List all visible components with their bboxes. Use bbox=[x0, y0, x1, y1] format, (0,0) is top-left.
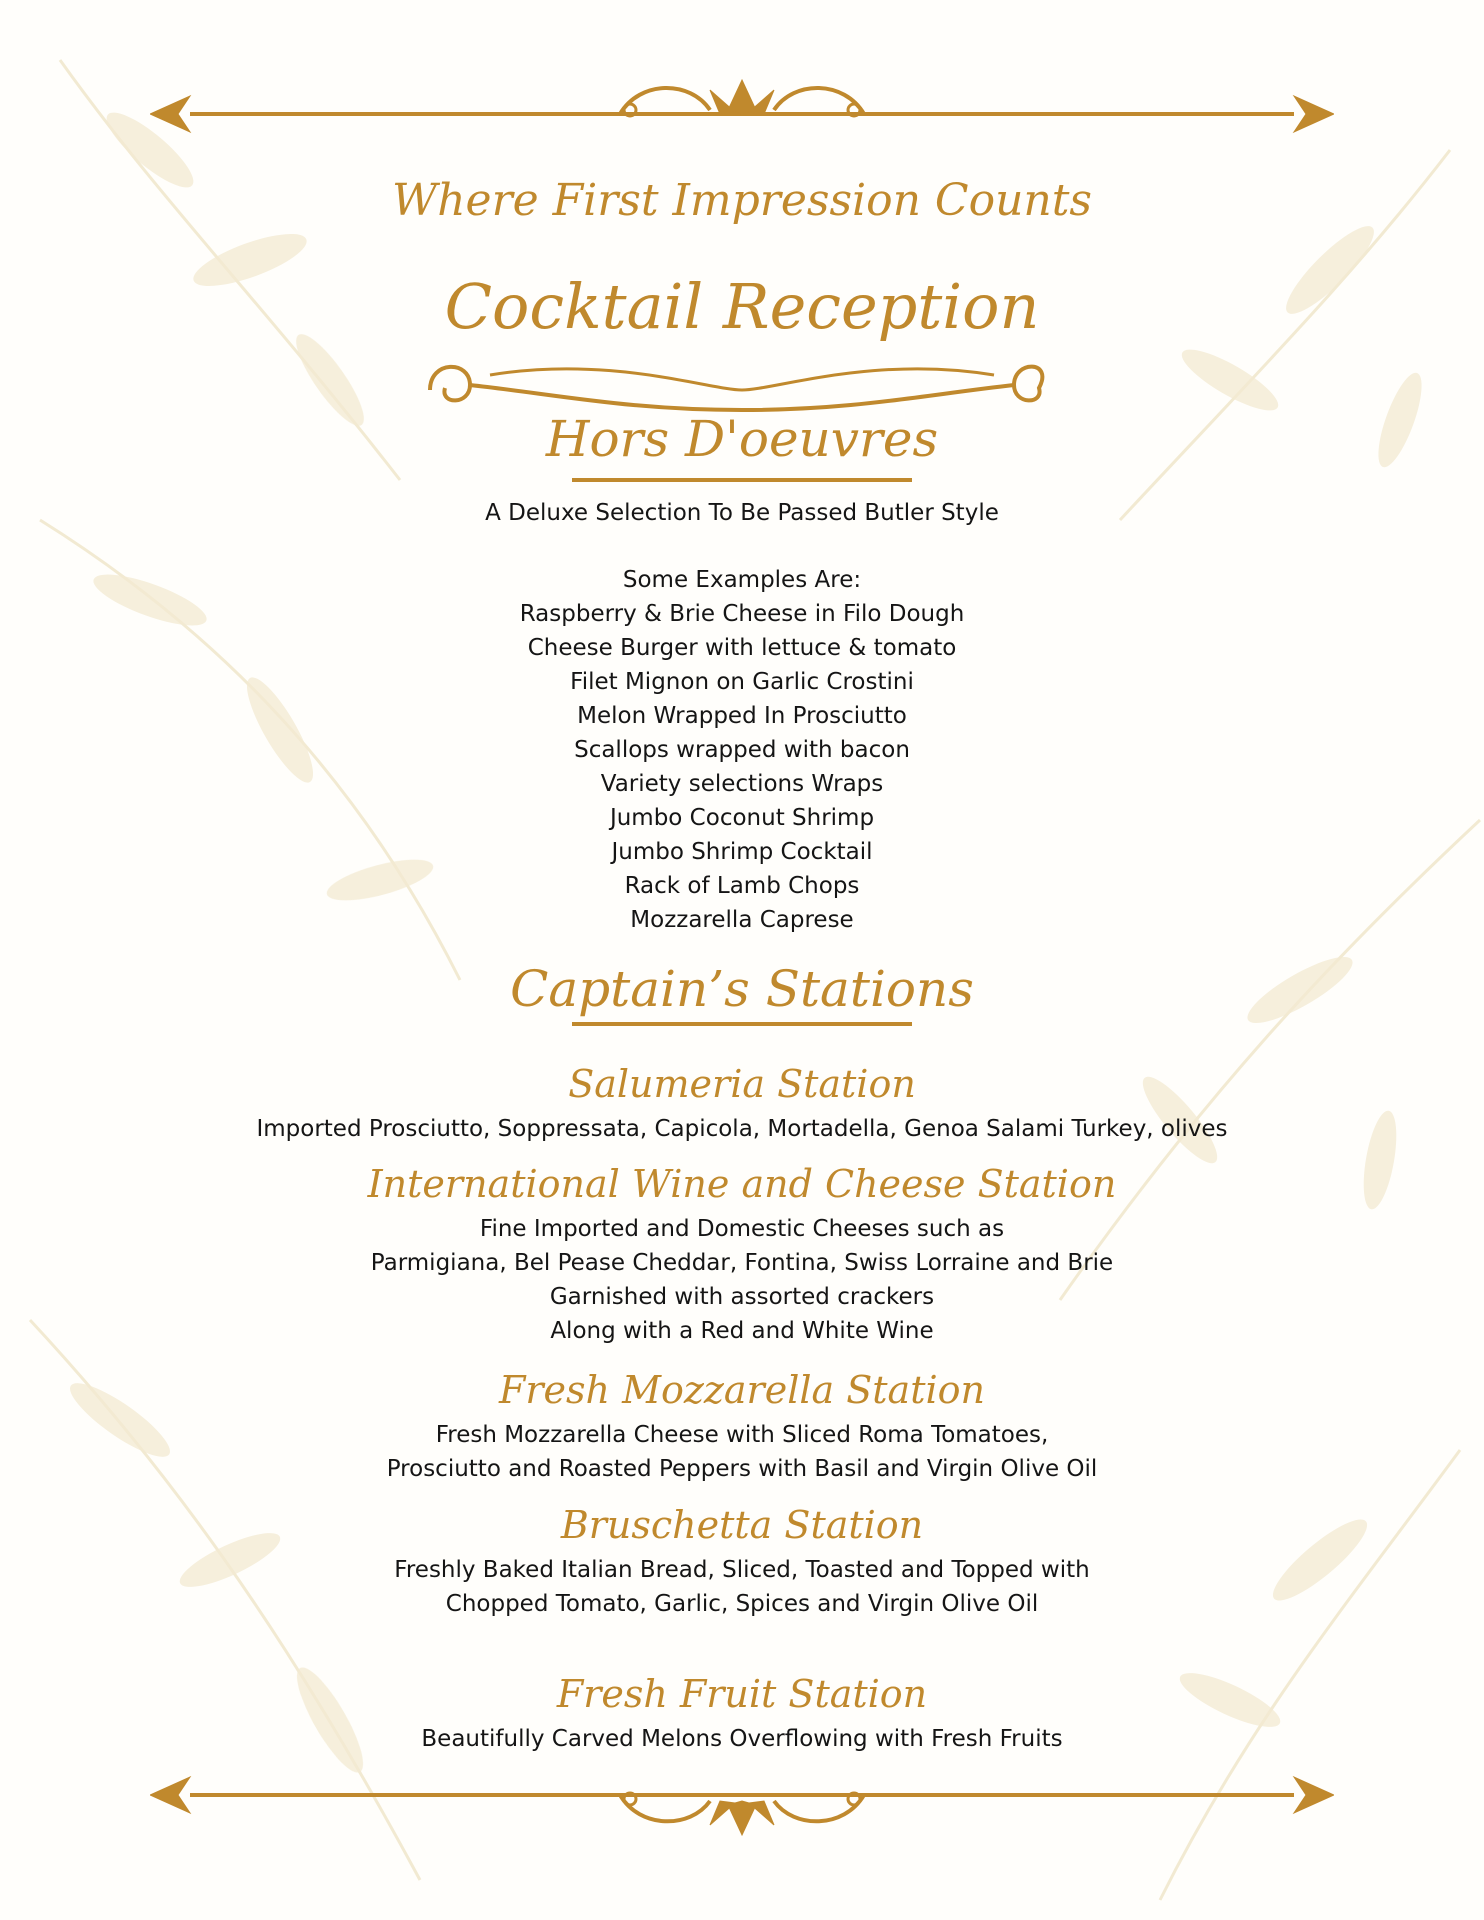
description-line: Freshly Baked Italian Bread, Sliced, Toasted and Topped with bbox=[394, 1557, 1090, 1583]
wine-cheese-station-description bbox=[0, 1212, 1484, 1348]
wine-cheese-station-title: International Wine and Cheese Station bbox=[367, 1162, 1117, 1206]
captains-stations-heading: Captain’s Stations bbox=[510, 960, 974, 1018]
list-item: Raspberry & Brie Cheese in Filo Dough bbox=[519, 601, 965, 627]
list-item: Variety selections Wraps bbox=[600, 771, 884, 797]
hors-doeuvres-list bbox=[0, 563, 1484, 937]
examples-intro: Some Examples Are: bbox=[622, 567, 862, 593]
fresh-fruit-station-title: Fresh Fruit Station bbox=[556, 1672, 928, 1716]
tagline: Where First Impression Counts bbox=[391, 175, 1093, 226]
list-item: Rack of Lamb Chops bbox=[624, 873, 860, 899]
hors-doeuvres-note: A Deluxe Selection To Be Passed Butler Style bbox=[485, 500, 999, 526]
bottom-ornament-divider bbox=[150, 1765, 1334, 1845]
description-line: Fine Imported and Domestic Cheeses such as bbox=[479, 1216, 1005, 1242]
hors-doeuvres-underline bbox=[572, 478, 912, 482]
page-title: Cocktail Reception bbox=[444, 270, 1040, 343]
description-line: Parmigiana, Bel Pease Cheddar, Fontina, Swiss Lorraine and Brie bbox=[370, 1250, 1114, 1276]
description-line: Imported Prosciutto, Soppressata, Capicola, Mortadella, Genoa Salami Turkey, olives bbox=[256, 1116, 1228, 1142]
salumeria-station-title: Salumeria Station bbox=[568, 1062, 916, 1106]
list-item: Filet Mignon on Garlic Crostini bbox=[570, 669, 914, 695]
description-line: Along with a Red and White Wine bbox=[550, 1318, 934, 1344]
list-item: Jumbo Shrimp Cocktail bbox=[611, 839, 873, 865]
description-line: Prosciutto and Roasted Peppers with Basil and Virgin Olive Oil bbox=[386, 1456, 1098, 1482]
list-item: Melon Wrapped In Prosciutto bbox=[577, 703, 907, 729]
salumeria-station-description bbox=[0, 1112, 1484, 1146]
description-line: Chopped Tomato, Garlic, Spices and Virgin Olive Oil bbox=[445, 1591, 1039, 1617]
list-item: Mozzarella Caprese bbox=[630, 907, 854, 933]
bruschetta-station-title: Bruschetta Station bbox=[560, 1503, 924, 1547]
bruschetta-station-description bbox=[0, 1553, 1484, 1621]
description-line: Fresh Mozzarella Cheese with Sliced Roma Tomatoes, bbox=[435, 1422, 1049, 1448]
list-item: Scallops wrapped with bacon bbox=[574, 737, 910, 763]
fresh-mozzarella-station-title: Fresh Mozzarella Station bbox=[499, 1368, 985, 1412]
list-item: Jumbo Coconut Shrimp bbox=[609, 805, 875, 831]
description-line: Beautifully Carved Melons Overflowing with Fresh Fruits bbox=[421, 1726, 1063, 1752]
fresh-mozzarella-station-description bbox=[0, 1418, 1484, 1486]
list-item: Cheese Burger with lettuce & tomato bbox=[527, 635, 957, 661]
captains-stations-underline bbox=[572, 1022, 912, 1026]
description-line: Garnished with assorted crackers bbox=[549, 1284, 935, 1310]
top-ornament-divider bbox=[150, 70, 1334, 150]
fresh-fruit-station-description bbox=[0, 1722, 1484, 1756]
hors-doeuvres-heading: Hors D'oeuvres bbox=[545, 410, 939, 468]
